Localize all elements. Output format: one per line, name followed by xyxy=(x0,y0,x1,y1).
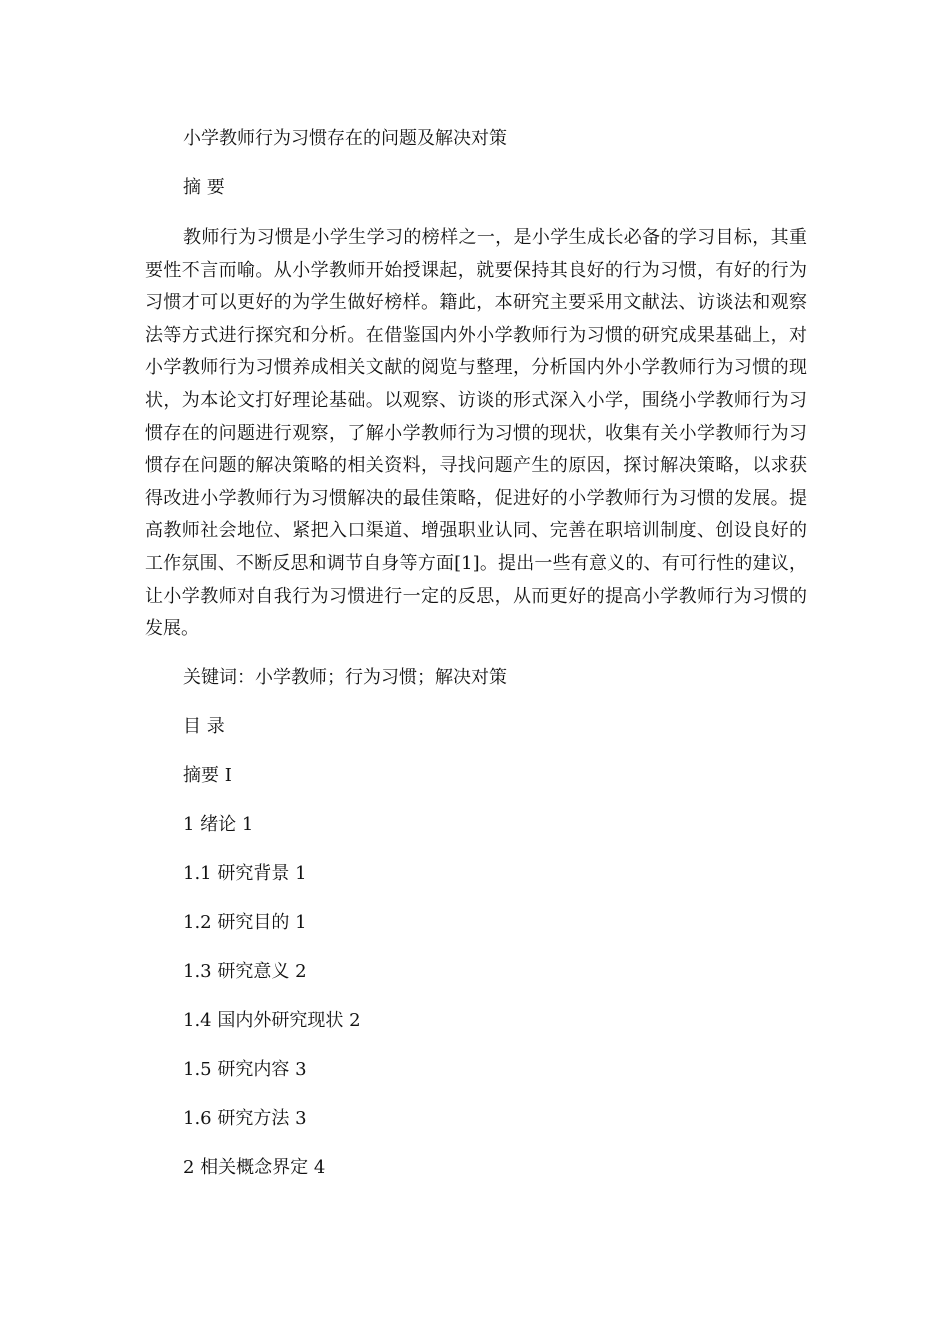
toc-entry[interactable]: 2 相关概念界定 4 xyxy=(183,1157,326,1178)
toc-entry[interactable]: 1.3 研究意义 2 xyxy=(183,961,307,982)
abstract-body: 教师行为习惯是小学生学习的榜样之一，是小学生成长必备的学习目标，其重要性不言而喻。从小学教师开始授课起，就要保持其良好的行为习惯，有好的行为习惯才可以更好的为学生做好榜样。籍此，本研究主要采用文献法、访谈法和观察法等方式进行探究和分析。在借鉴国内外小学教师行为习惯的研究成果基础上，对小学教师行为习惯养成相关文献的阅览与整理，分析国内外小学教师行为习惯的现状，为本论文打好理论基础。以观察、访谈的形式深入小学，围绕小学教师行为习惯存在的问题进行观察，了解小学教师行为习惯的现状，收集有关小学教师行为习惯存在问题的解决策略的相关资料，寻找问题产生的原因，探讨解决策略，以求获得改进小学教师行为习惯解决的最佳策略，促进好的小学教师行为习惯的发展。提高教师社会地位、紧把入口渠道、增强职业认同、完善在职培训制度、创设良好的工作氛围、不断反思和调节自身等方面[1]。提出一些有意义的、有可行性的建议，让小学教师对自我行为习惯进行一定的反思，从而更好的提高小学教师行为习惯的发展。 xyxy=(145,227,807,640)
abstract-heading: 摘 要 xyxy=(183,177,225,198)
toc-entry[interactable]: 1.4 国内外研究现状 2 xyxy=(183,1010,361,1031)
toc-entry[interactable]: 1 绪论 1 xyxy=(183,814,254,835)
toc-entry[interactable]: 1.5 研究内容 3 xyxy=(183,1059,307,1080)
toc-entry[interactable]: 1.6 研究方法 3 xyxy=(183,1108,307,1129)
toc-entry[interactable]: 摘要 I xyxy=(183,765,232,786)
keywords-line: 关键词：小学教师；行为习惯；解决对策 xyxy=(183,667,507,688)
document-title: 小学教师行为习惯存在的问题及解决对策 xyxy=(183,128,507,149)
toc-entry[interactable]: 1.2 研究目的 1 xyxy=(183,912,307,933)
toc-entry[interactable]: 1.1 研究背景 1 xyxy=(183,863,307,884)
toc-heading: 目 录 xyxy=(183,716,225,737)
